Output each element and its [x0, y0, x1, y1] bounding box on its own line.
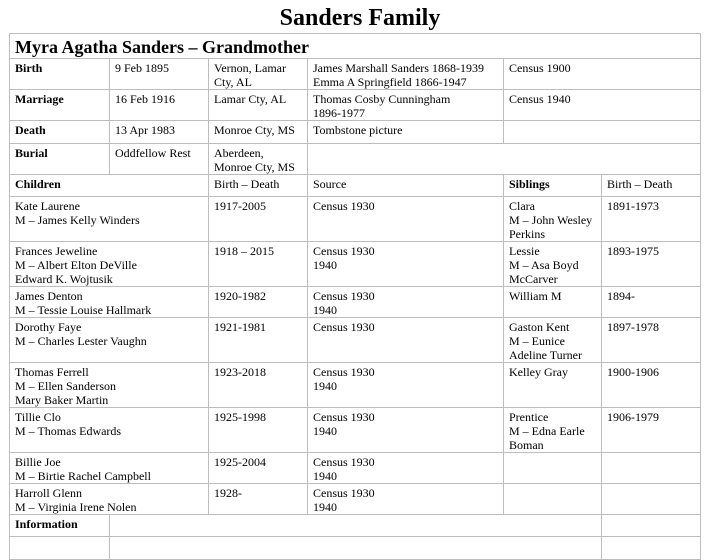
children-siblings-header-row [10, 175, 701, 197]
children-header: Children [10, 175, 209, 197]
child-name: Thomas Ferrell M – Ellen Sanderson Mary Baker Martin [10, 363, 209, 408]
event-place: Monroe Cty, MS [209, 121, 308, 144]
event-source: Census 1900 [504, 59, 701, 90]
event-date: Oddfellow Rest [110, 144, 209, 175]
sibling-name: William M [504, 287, 602, 318]
sibling-name: Kelley Gray [504, 363, 602, 408]
family-row [10, 408, 701, 453]
sibling-dates-header: Birth – Death [602, 175, 701, 197]
child-name: Frances Jeweline M – Albert Elton DeVille Edward K. Wojtusik [10, 242, 209, 287]
family-group-table [9, 33, 701, 560]
event-label: Burial [10, 144, 110, 175]
sibling-dates: 1893-1975 [602, 242, 701, 287]
child-dates: 1918 – 2015 [209, 242, 308, 287]
sibling-dates: 1897-1978 [602, 318, 701, 363]
event-detail: Thomas Cosby Cunningham 1896-1977 [308, 90, 504, 121]
event-row [10, 90, 701, 121]
event-detail: James Marshall Sanders 1868-1939 Emma A Springfield 1866-1947 [308, 59, 504, 90]
child-source-header: Source [308, 175, 504, 197]
family-row [10, 197, 701, 242]
event-date: 9 Feb 1895 [110, 59, 209, 90]
child-dates: 1923-2018 [209, 363, 308, 408]
information-blank [10, 537, 110, 560]
sibling-name: Prentice M – Edna Earle Boman [504, 408, 602, 453]
event-source [504, 121, 701, 144]
child-source: Census 1930 1940 [308, 408, 504, 453]
child-name: Dorothy Faye M – Charles Lester Vaughn [10, 318, 209, 363]
information-row [10, 537, 701, 560]
sibling-name: Gaston Kent M – Eunice Adeline Turner [504, 318, 602, 363]
child-dates: 1920-1982 [209, 287, 308, 318]
child-source: Census 1930 1940 [308, 363, 504, 408]
sibling-dates: 1894- [602, 287, 701, 318]
person-header-row [10, 34, 701, 59]
person-name: Myra Agatha Sanders – Grandmother [10, 34, 701, 59]
event-source: Census 1940 [504, 90, 701, 121]
event-row [10, 144, 701, 175]
child-source: Census 1930 1940 [308, 484, 504, 515]
sibling-dates [602, 484, 701, 515]
child-source: Census 1930 1940 [308, 453, 504, 484]
event-row [10, 121, 701, 144]
sibling-dates: 1891-1973 [602, 197, 701, 242]
sibling-dates [602, 453, 701, 484]
sibling-name: Lessie M – Asa Boyd McCarver [504, 242, 602, 287]
event-place: Lamar Cty, AL [209, 90, 308, 121]
child-dates: 1925-2004 [209, 453, 308, 484]
child-source: Census 1930 [308, 197, 504, 242]
child-source: Census 1930 [308, 318, 504, 363]
child-name: James Denton M – Tessie Louise Hallmark [10, 287, 209, 318]
family-row [10, 484, 701, 515]
child-dates: 1928- [209, 484, 308, 515]
child-dates: 1925-1998 [209, 408, 308, 453]
child-source: Census 1930 1940 [308, 287, 504, 318]
sibling-dates: 1900-1906 [602, 363, 701, 408]
information-text [110, 515, 602, 537]
family-row [10, 287, 701, 318]
information-extra [602, 537, 701, 560]
child-dates: 1917-2005 [209, 197, 308, 242]
siblings-header: Siblings [504, 175, 602, 197]
page-title: Sanders Family [279, 5, 441, 31]
event-detail [308, 144, 701, 175]
information-row [10, 515, 701, 537]
event-place: Aberdeen, Monroe Cty, MS [209, 144, 308, 175]
information-text [110, 537, 602, 560]
child-dates-header: Birth – Death [209, 175, 308, 197]
event-label: Marriage [10, 90, 110, 121]
family-row [10, 318, 701, 363]
sibling-name [504, 484, 602, 515]
child-name: Kate Laurene M – James Kelly Winders [10, 197, 209, 242]
child-source: Census 1930 1940 [308, 242, 504, 287]
event-date: 13 Apr 1983 [110, 121, 209, 144]
event-detail: Tombstone picture [308, 121, 504, 144]
child-name: Billie Joe M – Birtie Rachel Campbell [10, 453, 209, 484]
information-extra [602, 515, 701, 537]
sibling-dates: 1906-1979 [602, 408, 701, 453]
sibling-name [504, 453, 602, 484]
event-row [10, 59, 701, 90]
child-name: Tillie Clo M – Thomas Edwards [10, 408, 209, 453]
event-date: 16 Feb 1916 [110, 90, 209, 121]
event-label: Death [10, 121, 110, 144]
event-label: Birth [10, 59, 110, 90]
child-name: Harroll Glenn M – Virginia Irene Nolen [10, 484, 209, 515]
information-label: Information [10, 515, 110, 537]
child-dates: 1921-1981 [209, 318, 308, 363]
sibling-name: Clara M – John Wesley Perkins [504, 197, 602, 242]
family-row [10, 242, 701, 287]
event-place: Vernon, Lamar Cty, AL [209, 59, 308, 90]
family-row [10, 453, 701, 484]
family-row [10, 363, 701, 408]
